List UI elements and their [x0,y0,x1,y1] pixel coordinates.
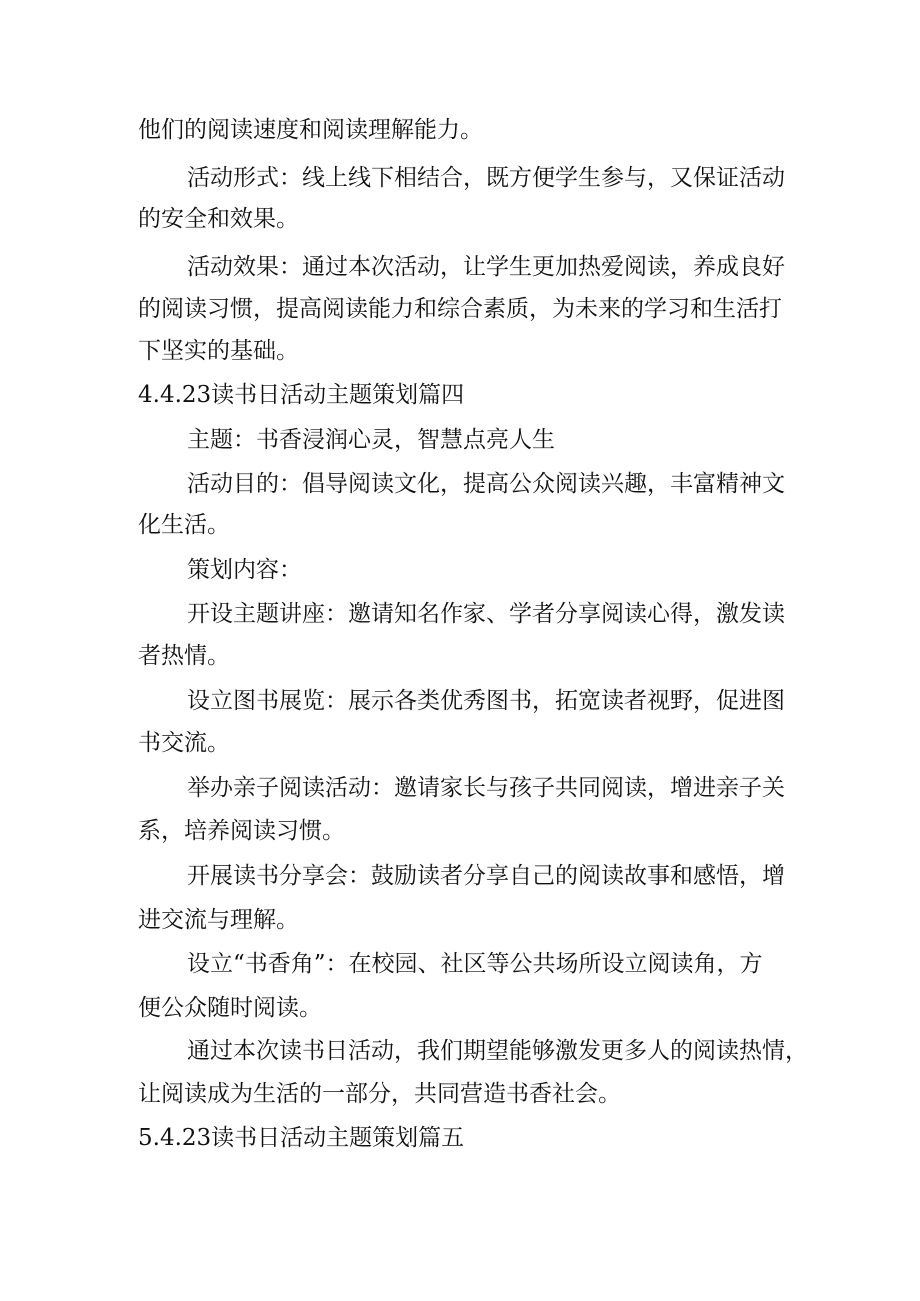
paragraph-line: 设立图书展览：展示各类优秀图书，拓宽读者视野，促进图 [187,688,785,714]
paragraph-line: 活动效果：通过本次活动，让学生更加热爱阅读，养成良好 [187,254,785,280]
paragraph-line: 进交流与理解。 [138,907,299,933]
paragraph-line: 活动目的：倡导阅读文化，提高公众阅读兴趣，丰富精神文 [187,471,785,497]
paragraph-line: 化生活。 [138,512,230,538]
paragraph-line: 下坚实的基础。 [138,338,299,364]
paragraph-line: 让阅读成为生活的一部分，共同营造书香社会。 [138,1081,621,1107]
paragraph-line: 系，培养阅读习惯。 [138,818,345,844]
paragraph-line: 者热情。 [138,643,230,669]
paragraph-line: 的阅读习惯，提高阅读能力和综合素质，为未来的学习和生活打 [138,296,782,322]
paragraph-line: 主题：书香浸润心灵，智慧点亮人生 [187,427,555,453]
paragraph-line: 他们的阅读速度和阅读理解能力。 [138,117,483,143]
section-heading: 4.4.23读书日活动主题策划篇四 [138,382,465,408]
paragraph-line: 开展读书分享会：鼓励读者分享自己的阅读故事和感悟，增 [187,863,785,889]
paragraph-line: 开设主题讲座：邀请知名作家、学者分享阅读心得，激发读 [187,601,785,627]
paragraph-line: 策划内容： [187,557,302,583]
paragraph-line: 通过本次读书日活动，我们期望能够激发更多人的阅读热情， [187,1038,808,1064]
paragraph-line: 活动形式：线上线下相结合，既方便学生参与，又保证活动 [187,165,785,191]
paragraph-line: 书交流。 [138,730,230,756]
paragraph-line: 便公众随时阅读。 [138,995,322,1021]
paragraph-line: 的安全和效果。 [138,206,299,232]
section-heading: 5.4.23读书日活动主题策划篇五 [138,1125,465,1151]
paragraph-line: 设立“书香角”：在校园、社区等公共场所设立阅读角，方 [187,951,763,977]
paragraph-line: 举办亲子阅读活动：邀请家长与孩子共同阅读，增进亲子关 [187,775,785,801]
